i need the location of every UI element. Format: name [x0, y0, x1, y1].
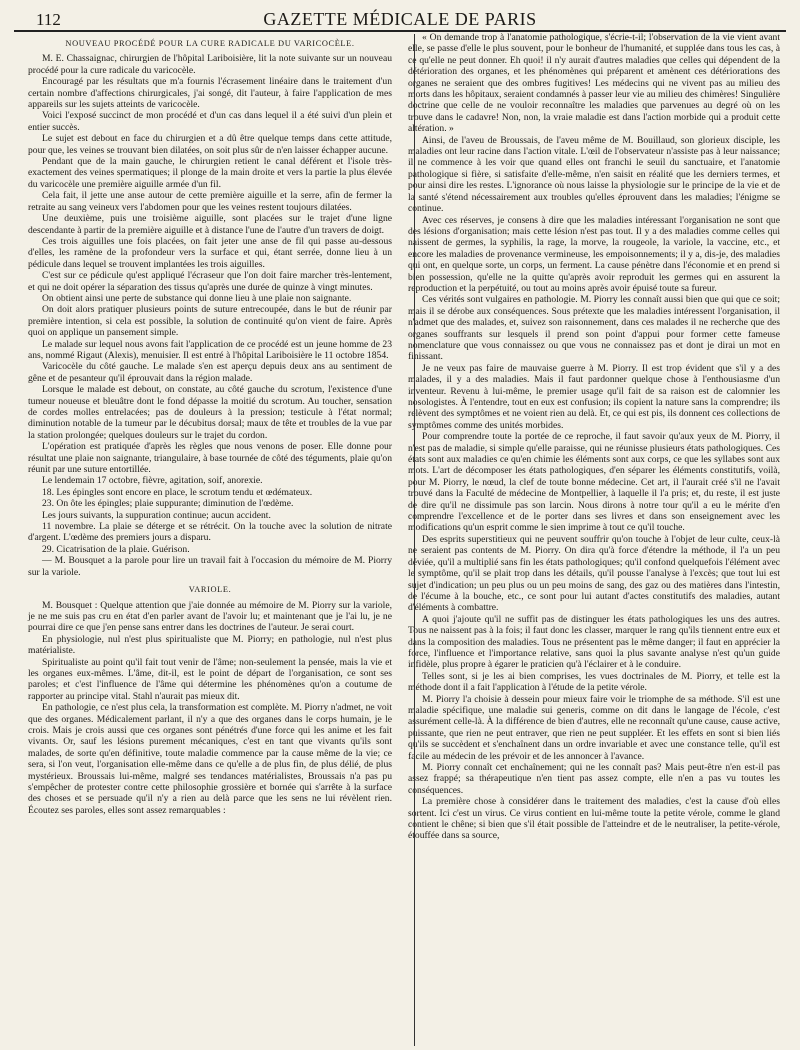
paragraph: C'est sur ce pédicule qu'est appliqué l'écraseur que l'on doit faire marcher très-lentement, et qui ne doit opérer la séparation des tissus qu'après une durée de quinze à vingt minutes.: [28, 270, 392, 293]
columns: [14, 32, 786, 1048]
paragraph: La première chose à considérer dans le traitement des maladies, c'est la cause d'où elles sortent. Ici c'est un virus. Ce virus contient en lui-même toute la petite vérole, comme le gland contient le chêne; si bien que s'il était possible de l'atteindre et de le neutraliser, la petite-vérole, étouffée dans sa source,: [408, 796, 780, 842]
paragraph: M. Bousquet : Quelque attention que j'aie donnée au mémoire de M. Piorry sur la variole, je ne me suis pas cru en état d'en parler avant de l'avoir lu; et maintenant que je l'ai lu, je ne pourrai dire ce que j'en pense sans entrer dans les doctrines de l'auteur. Je serai court.: [28, 599, 392, 634]
paragraph: Pendant que de la main gauche, le chirurgien retient le canal déférent et l'isole très-exactement des veines spermatiques; il plonge de la main droite et vers la partie la plus élevée du varicocèle une première aiguille armée d'un fil.: [28, 156, 392, 190]
paragraph: M. E. Chassaignac, chirurgien de l'hôpital Lariboisière, lit la note suivante sur un nouveau procédé pour la cure radicale du varicocèle.: [28, 53, 392, 76]
paragraph: 29. Cicatrisation de la plaie. Guérison.: [42, 543, 190, 555]
paragraph: Des esprits superstitieux qui ne peuvent souffrir qu'on touche à l'objet de leur culte, ceux-là ne seraient pas contents de M. Piorry. On dira qu'à force d'étendre la méthode, il l'a un peu déviée, qu'il a multiplié sans fin les états pathologiques; qu'il confond quelquefois l'élément avec le symptôme, qu'il se plait trop dans les détails, qu'il pousse l'analyse à l'excès; que tout lui est sujet d'indication; un peu plus ou un peu moins de sang, des gaz ou des matières dans l'intestin, de l'écume à la bouche, etc., ce sont pour lui autant d'actes constitutifs des maladies, autant d'éléments à combattre.: [408, 533, 780, 614]
page-number: 112: [36, 10, 61, 29]
paragraph: En physiologie, nul n'est plus spiritualiste que M. Piorry; en pathologie, nul n'est plus matérialiste.: [28, 633, 392, 657]
paragraph: Spiritualiste au point qu'il fait tout venir de l'âme; non-seulement la pensée, mais la vie et les organes eux-mêmes. L'âme, dit-il, est le point de départ de l'organisation, ce sont ses paroles; et c'est l'influence de l'âme qui détermine les phénomènes qu'on a coutume de rapporter au principe vital. Stahl n'aurait pas mieux dit.: [28, 656, 392, 702]
paragraph: Ainsi, de l'aveu de Broussais, de l'aveu même de M. Bouillaud, son glorieux disciple, les maladies ont leur racine dans l'action vitale. L'œil de l'observateur n'assiste pas à leur naissance; il ne commence à les voir que quand elles ont franchi le seuil du sanctuaire, et l'anatomie pathologique si fière, si satisfaite d'elle-même, n'en saisit en réalité que les derniers termes, et pour ainsi dire les restes. L'ignorance où nous laisse la physiologie sur le principe de la vie et de la santé s'étend nécessairement aux troubles qu'elles éprouvent dans les maladies; l'énigme se continue.: [408, 134, 780, 215]
paragraph: Le lendemain 17 octobre, fièvre, agitation, soif, anorexie.: [42, 475, 263, 487]
paragraph: Le malade sur lequel nous avons fait l'application de ce procédé est un jeune homme de 23 ans, nommé Rigaut (Alexis), menuisier. Il est entré à l'hôpital Lariboisière le 11 octobre 1854.: [28, 338, 392, 361]
paragraph: « On demande trop à l'anatomie pathologique, s'écrie-t-il; l'observation de la vie vient avant elle, se passe d'elle le plus souvent, pour le bonheur de l'humanité, et supplée dans tous les cas, à ce qu'elle ne peut donner. Eh quoi! il n'y aurait d'autres maladies que celles qui dépendent de la détérioration des organes, et les phénomènes qui préparent et amènent ces détériorations des organes ne seraient que des ombres fugitives! Les médecins qui ne vivent pas au milieu des morts dans les hôpitaux, seraient condamnés à passer leur vie au milieu des chimères! Singulière doctrine que celle de ne vouloir reconnaître les maladies que parvenues au degré où on les trouve dans le cadavre! Non, non, la vraie maladie est dans l'action morbide qui a produit cette altération. »: [408, 32, 780, 135]
paragraph: M. Piorry connaît cet enchaînement; qui ne les connaît pas? Mais peut-être n'en est-il pas assez frappé; sa thérapeutique n'en tient pas assez compte, elle n'en a pas vu toutes les conséquences.: [408, 762, 780, 796]
paragraph: 11 novembre. La plaie se déterge et se rétrécit. On la touche avec la solution de nitrate d'argent. L'œdème des premiers jours a disparu.: [28, 521, 392, 544]
paragraph: Pour comprendre toute la portée de ce reproche, il faut savoir qu'aux yeux de M. Piorry, il n'est pas de maladie, si simple qu'elle paraisse, qui ne réunisse plusieurs états pathologiques. Ces états sont aux maladies ce qu'en chimie les éléments sont aux corps, ce que les syllabes sont aux mots. L'art de décomposer les états pathologiques, d'en séparer les éléments constitutifs, voilà, pour M. Piorry, le nœud, la clef de toute bonne médecine. Cet art, il l'aurait créé s'il ne l'avait trouvé dans la Faculté de médecine de Montpellier, à laquelle il l'a pris; et, du reste, il est juste de dire qu'il ne dissimule pas son larcin. Nous dirons à notre tour qu'il a eu le mérite d'en comprendre l'excellence et de le porter dans ses livres et dans son enseignement avec les modifications qu'un esprit comme le sien imprime à tout ce qu'il touche.: [408, 431, 780, 534]
paragraph: Ces trois aiguilles une fois placées, on fait jeter une anse de fil qui passe au-dessous d'elles, les ramène de la profondeur vers la surface et qui, étant serrée, donne lieu à un pédicule dans lequel se trouvent implantées les trois aiguilles.: [28, 235, 392, 270]
paragraph: Je ne veux pas faire de mauvaise guerre à M. Piorry. Il est trop évident que s'il y a des malades, il y a des maladies. Mais il faut pardonner quelque chose à l'enthousiasme d'un inventeur. Revenu à lui-même, le premier usage qu'il fait de sa raison est de calomnier les nosologistes. À l'entendre, tout en eux est confusion; ils copient la nature sans la comprendre; ils relèvent des symptômes et ne voient rien au delà. Et, ce qui est pis, ils donnent ces collections de symptômes comme des unités morbides.: [408, 362, 780, 431]
paragraph: On obtient ainsi une perte de substance qui donne lieu à une plaie non saignante.: [42, 292, 352, 304]
left-column: [14, 32, 400, 1048]
paragraph: 18. Les épingles sont encore en place, le scrotum tendu et œdémateux.: [42, 486, 313, 498]
paragraph: Telles sont, si je les ai bien comprises, les vues doctrinales de M. Piorry, et telle est la méthode dont il a fait l'application à l'étude de la petite vérole.: [408, 670, 780, 694]
paragraph: Une deuxième, puis une troisième aiguille, sont placées sur le trajet d'une ligne descendante à partir de la première aiguille et à distance l'une de l'autre d'un travers de doigt.: [28, 213, 392, 236]
section-title-varicocele: NOUVEAU PROCÉDÉ POUR LA CURE RADICALE DU VARICOCÈLE.: [65, 39, 355, 48]
paragraph: Varicocèle du côté gauche. Le malade s'en est aperçu depuis deux ans au sentiment de gêne et de pesanteur qu'il éprouvait dans la région malade.: [28, 361, 392, 384]
paragraph: On doit alors pratiquer plusieurs points de suture entrecoupée, dans le but de réunir par première intention, si cela est possible, la solution de continuité qu'on vient de faire. Après quoi on applique un pansement simple.: [28, 304, 392, 339]
paragraph: L'opération est pratiquée d'après les règles que nous venons de poser. Elle donne pour résultat une plaie non saignante, triangulaire, à base tournée de côté des téguments, plaie qu'on réunit par une suture entortillée.: [28, 441, 392, 476]
section-title-variole: VARIOLE.: [188, 585, 232, 595]
paragraph: Avec ces réserves, je consens à dire que les maladies intéressant l'organisation ne sont que des lésions d'organisation; mais cette lésion n'est pas tout. Il y a des maladies comme celles qui naissent de germes, la syphilis, la rage, la morve, la rougeole, la variole, la vaccine, etc., et encore les maladies de provenance vermineuse, les empoisonnements; il y a, dis-je, des maladies qui ont, en quelque sorte, un corps, un ferment. La cause pénètre dans l'économie et en prend si bien possession, qu'elle ne la quitte qu'après avoir reproduit les germes qui en assurent la reproduction et la perpétuité, ou tout au moins après avoir épuisé toute sa fureur.: [408, 214, 780, 294]
paragraph: Voici l'exposé succinct de mon procédé et d'un cas dans lequel il a été suivi d'un plein et entier succès.: [28, 110, 392, 133]
journal-title: GAZETTE MÉDICALE DE PARIS: [263, 9, 537, 29]
variole-article: [28, 600, 392, 817]
right-column: [400, 32, 786, 1048]
variole-article-continued: [408, 32, 780, 842]
paragraph: Le sujet est debout en face du chirurgien et a dû être quelque temps dans cette attitude, pour que, les veines se trouvant bien dilatées, on soit plus sûr de n'en laisser échapper aucune.: [28, 133, 392, 156]
paragraph: Lorsque le malade est debout, on constate, au côté gauche du scrotum, l'existence d'une tumeur noueuse et bleuâtre dont le fond dépasse la moitié du scrotum. Au toucher, sensation de cordes molles entrelacées; pas de douleurs à la pression; testicule à l'état normal; diminution notable de la tumeur par le décubitus dorsal; maux de tête et troubles de la vue par la station prolongée; quelques douleurs sur le trajet du cordon.: [28, 384, 392, 441]
paragraph: 23. On ôte les épingles; plaie suppurante; diminution de l'œdème.: [42, 498, 294, 510]
paragraph: Cela fait, il jette une anse autour de cette première aiguille et la serre, afin de fermer la retraite au sang veineux vers l'abdomen pour que les veines restent toujours dilatées.: [28, 190, 392, 213]
paragraph: Encouragé par les résultats que m'a fournis l'écrasement linéaire dans le traitement d'un certain nombre d'affections chirurgicales, j'ai songé, dit l'auteur, à faire l'application de mes appareils sur les sujets atteints de varicocèle.: [28, 76, 392, 111]
paragraph: M. Piorry l'a choisie à dessein pour mieux faire voir le triomphe de sa méthode. S'il est une maladie spécifique, une maladie sui generis, comme on dit dans le langage de l'école, c'est assurément celle-là. À la différence de bien d'autres, elle ne reconnaît qu'une cause, cause active, puissante, que rien ne peut entraver, que rien ne peut suppléer. Et les effets en sont si bien liés qu'ils se succèdent et s'enchaînent dans un ordre invariable et avec une constance telle, qu'il est facile au médecin de les prévoir et de les annoncer à l'avance.: [408, 693, 780, 762]
paragraph: Les jours suivants, la suppuration continue; aucun accident.: [42, 509, 271, 521]
column-divider: [414, 34, 415, 1046]
paragraph: — M. Bousquet a la parole pour lire un travail fait à l'occasion du mémoire de M. Piorry sur la variole.: [28, 555, 392, 578]
varicocele-article: [28, 53, 392, 578]
page-header: [14, 6, 786, 32]
paragraph: En pathologie, ce n'est plus cela, la transformation est complète. M. Piorry n'admet, ne voit que des organes. Médicalement parlant, il n'y a que des organes dans le corps humain, je le crois. Mais je crois aussi que ces organes sont pénétrés d'une force qui les anime et les fait vivants. Or, sauf les lésions purement mécaniques, c'est en tant que vivants qu'ils sont malades, de sorte qu'en définitive, toute maladie commence par la cause même de la vie; ce sera, si l'on veut, l'organisation elle-même dans ce qu'elle a de plus fin, de plus délié, de plus mystérieux. Broussais lui-même, malgré ses tendances matérialistes, Broussais n'a pas pu s'empêcher de protester contre cette philosophie grossière et bornée qui s'arrête à la surface des choses et se persuade qu'il n'y a rien au delà parce que les sens ne lui révèlent rien. Écoutez ses paroles, elles sont assez remarquables :: [28, 702, 392, 816]
paragraph: A quoi j'ajoute qu'il ne suffit pas de distinguer les états pathologiques les uns des autres. Tous ne naissent pas à la fois; il faut donc les classer, marquer le rang qu'ils tiennent entre eux et dans la composition des maladies. Tous ne présentent pas le même danger; il faut en apprécier la force, l'influence et l'importance relative, sans quoi la plus savante analyse n'est qu'un guide infidèle, plus propre à égarer le praticien qu'à l'éclairer et à le conduire.: [408, 613, 780, 671]
paragraph: Ces vérités sont vulgaires en pathologie. M. Piorry les connaît aussi bien que qui que ce soit; mais il se dérobe aux conséquences. Sous prétexte que les maladies intéressent l'organisation, il n'admet que des malades, et, suivez son raisonnement, dans ces malades il ne recherche que des organes souffrants sur lesquels il prend son point d'appui pour former cette fameuse nomenclature que vous connaissez ou que vous ne connaissez pas et dont je dirai un mot en finissant.: [408, 294, 780, 363]
